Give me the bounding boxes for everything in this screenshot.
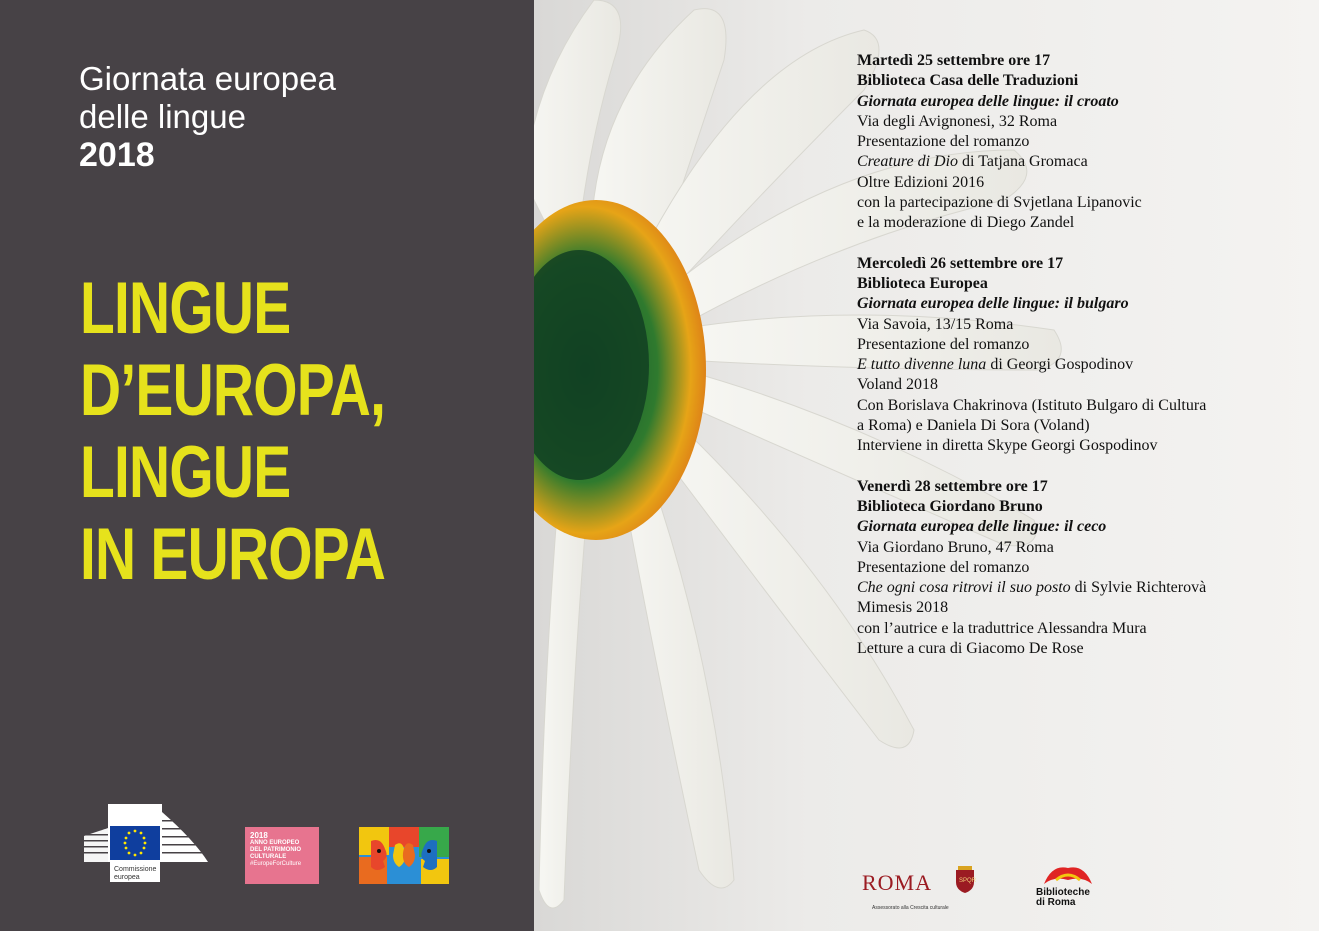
book-author: di Georgi Gospodinov — [986, 356, 1134, 374]
roma-subtitle: Assessorato alla Crescita culturale — [872, 905, 949, 911]
book-title: E tutto divenne luna — [857, 356, 987, 374]
roma-logo — [862, 862, 982, 918]
event-publisher: Mimesis 2018 — [857, 599, 949, 617]
event-extra: Letture a cura di Giacomo De Rose — [857, 640, 1084, 658]
roma-word: ROMA — [862, 870, 933, 895]
event-date: Martedì 25 settembre ore 17 — [857, 52, 1051, 69]
roma-crest-icon — [954, 866, 976, 894]
event-extra: a Roma) e Daniela Di Sora (Voland) — [857, 417, 1090, 435]
event-theme: Giornata europea delle lingue: il bulgaro — [857, 295, 1129, 313]
book-author: di Sylvie Richterovà — [1070, 579, 1207, 597]
event-extra: con la partecipazione di Svjetlana Lipanovic — [857, 194, 1142, 212]
events-program — [857, 51, 1297, 679]
event-theme: Giornata europea delle lingue: il croato — [857, 92, 1119, 110]
biblio-line2: di Roma — [1036, 897, 1076, 908]
event-presentation: Presentazione del romanzo — [857, 335, 1030, 353]
book-author: di Tatjana Gromaca — [958, 153, 1088, 171]
event-extra: con l’autrice e la traduttrice Alessandra Mura — [857, 619, 1147, 637]
event-address: Via Giordano Bruno, 47 Roma — [857, 538, 1054, 556]
event-publisher: Oltre Edizioni 2016 — [857, 173, 985, 191]
heritage-line: ANNO EUROPEO — [250, 840, 300, 846]
event-extra: e la moderazione di Diego Zandel — [857, 214, 1075, 232]
european-commission-logo — [82, 800, 210, 885]
event-presentation: Presentazione del romanzo — [857, 558, 1030, 576]
heritage-tag: #EuropeForCulture — [250, 861, 302, 867]
ec-label-1: Commissione — [114, 866, 157, 873]
heritage-year: 2018 — [250, 831, 268, 840]
event-date: Venerdì 28 settembre ore 17 — [857, 477, 1048, 495]
headline-line: IN EUROPA — [80, 514, 386, 595]
book-title: Che ogni cosa ritrovi il suo posto — [857, 579, 1071, 597]
svg-text:SPQR: SPQR — [959, 878, 976, 884]
event-address: Via degli Avignonesi, 32 Roma — [857, 112, 1058, 130]
event-venue: Biblioteca Europea — [857, 274, 988, 292]
event-venue: Biblioteca Casa delle Traduzioni — [857, 72, 1079, 90]
cultural-heritage-logo — [245, 827, 319, 884]
event-item — [857, 51, 1297, 234]
european-day-of-languages-logo — [359, 827, 449, 884]
left-panel — [0, 0, 534, 931]
heritage-line: DEL PATRIMONIO — [250, 847, 301, 853]
ec-label-2: europea — [114, 874, 140, 881]
event-venue: Biblioteca Giordano Bruno — [857, 497, 1043, 515]
biblio-line1: Biblioteche — [1036, 887, 1090, 898]
book-title: Creature di Dio — [857, 153, 959, 171]
biblioteche-di-roma-logo — [1034, 862, 1104, 918]
headline — [80, 268, 520, 596]
event-title — [79, 60, 336, 174]
biblio-text — [1036, 888, 1090, 908]
event-item — [857, 254, 1297, 457]
heritage-line: CULTURALE — [250, 854, 287, 860]
event-book — [857, 355, 1297, 375]
event-extra: Interviene in diretta Skype Georgi Gospodinov — [857, 437, 1158, 455]
european-commission-building-icon — [82, 800, 210, 885]
event-date: Mercoledì 26 settembre ore 17 — [857, 254, 1064, 272]
headline-line: LINGUE — [80, 432, 291, 513]
event-item — [857, 477, 1297, 660]
headline-line: LINGUE — [80, 268, 291, 349]
event-title-line1: Giornata europea — [79, 60, 336, 97]
languages-faces-icon — [359, 827, 449, 884]
event-address: Via Savoia, 13/15 Roma — [857, 315, 1014, 333]
event-year: 2018 — [79, 136, 155, 174]
event-title-line2: delle lingue — [79, 98, 246, 135]
event-presentation: Presentazione del romanzo — [857, 133, 1030, 151]
event-publisher: Voland 2018 — [857, 376, 939, 394]
headline-line: D’EUROPA, — [80, 350, 386, 431]
open-book-icon — [1042, 862, 1094, 888]
event-extra: Con Borislava Chakrinova (Istituto Bulgaro di Cultura — [857, 396, 1207, 414]
event-theme: Giornata europea delle lingue: il ceco — [857, 518, 1107, 536]
event-book — [857, 152, 1297, 172]
event-book — [857, 578, 1297, 598]
